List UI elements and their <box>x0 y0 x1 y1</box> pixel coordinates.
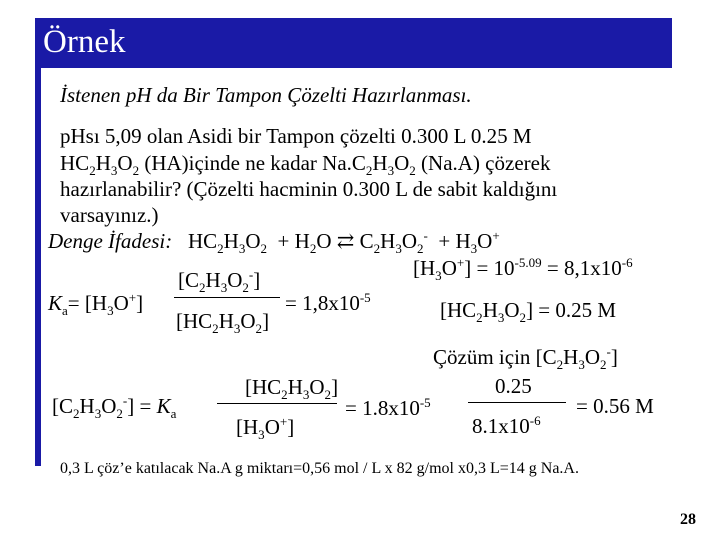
ka-label: $K_a= [H_3O^+]$ <box>48 290 144 319</box>
title-bar <box>35 18 672 68</box>
ka-value: = $1,8x10^{-5}$ <box>285 290 371 315</box>
equilibrium-expression: Denge İfadesi: $HC_2H_3O_2 + H_2O$ ⇄ $C_2H_3O_2^- + H_3O^+$ <box>48 228 500 257</box>
equilibrium-label: Denge İfadesi: <box>48 229 173 253</box>
eq-product-2: $H_3O^+$ <box>455 228 500 257</box>
slide-title: Örnek <box>43 24 126 60</box>
ka-numerator: $[C_2H_3O_2^-]$ <box>178 267 261 296</box>
solution-label: Çözüm için $[C_2H_3O_2^-]$ <box>433 344 618 373</box>
eq-water: $H_2O$ <box>294 229 332 257</box>
eq-product-1: $C_2H_3O_2^-$ <box>359 228 428 257</box>
ka-fraction-line <box>174 297 280 298</box>
slide-subtitle: İstenen pH da Bir Tampon Çözelti Hazırlanması. <box>60 83 472 107</box>
rearranged-numerator: $[HC_2H_3O_2]$ <box>245 375 339 403</box>
solution-denominator: $8.1x10^{-6}$ <box>472 413 541 438</box>
problem-line-2: $HC_2H_3O_2$ (HA)içinde ne kadar $Na.C_2H_3O_2$ (Na.A) çözerek <box>60 151 551 179</box>
rearranged-result: = $1.8x10^{-5}$ <box>345 395 431 420</box>
calculation-footer: 0,3 L çöz’e katılacak Na.A g miktarı=0,56 mol / L x 82 g/mol x0,3 L=14 g Na.A. <box>60 460 579 477</box>
solution-result: = 0.56 M <box>576 394 654 418</box>
eq-reactant: $HC_2H_3O_2$ <box>187 229 268 257</box>
equilibrium-arrow-icon: ⇄ <box>336 229 355 253</box>
problem-line-3: hazırlanabilir? (Çözelti hacminin 0.300 L de sabit kaldığını <box>60 177 558 201</box>
page-number: 28 <box>680 511 696 528</box>
rearranged-denominator: $[H_3O^+]$ <box>236 414 295 443</box>
solution-numerator: 0.25 <box>495 374 532 398</box>
solution-fraction-line <box>468 402 566 403</box>
left-accent-rule <box>35 68 41 466</box>
problem-line-1: pHsı 5,09 olan Asidi bir Tampon çözelti 0.300 L 0.25 M <box>60 124 532 148</box>
ka-denominator: $[HC_2H_3O_2]$ <box>176 309 270 337</box>
problem-line-4: varsayınız.) <box>60 203 159 227</box>
rearranged-fraction-line <box>217 403 337 404</box>
rearranged-lhs: $[C_2H_3O_2^-] = K_a$ <box>52 393 177 422</box>
ha-concentration: $[HC_2H_3O_2] = 0.25$ M <box>440 298 617 326</box>
h3o-concentration: $[H_3O^+] = 10^{-5.09} = 8,1x10^{-6}$ <box>413 255 633 284</box>
